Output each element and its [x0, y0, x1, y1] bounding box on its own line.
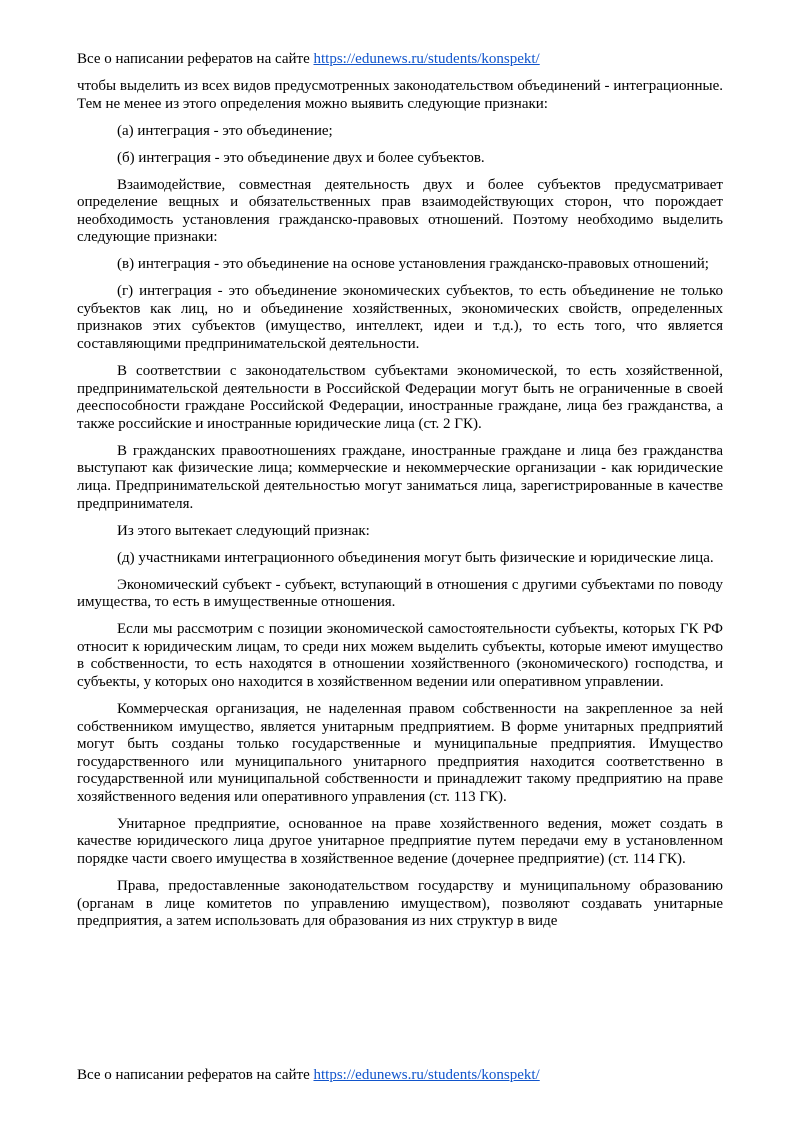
- paragraph: Коммерческая организация, не наделенная правом собственности на закрепленное за ней собственником имущество, является унитарным предприятием. В форме унитарных предприятий могут быть созданы только государственные и муниципальные предприятия. Имущество государственного или муниципального унитарного предприятия находится соответственно в государственной или муниципальной собственности и принадлежит такому предприятию на праве хозяйственного ведения или оперативного управления (ст. 113 ГК).: [77, 700, 723, 805]
- paragraph: (в) интеграция - это объединение на основе установления гражданско-правовых отношений;: [117, 256, 709, 273]
- footer-link[interactable]: https://edunews.ru/students/konspekt/: [313, 1067, 540, 1083]
- paragraph: (г) интеграция - это объединение экономических субъектов, то есть объединение не только субъектов как лиц, но и объединение хозяйственных, экономических свойств, определенных признаков этих субъектов (имущество, интеллект, идеи и т.д.), то есть того, что является составляющими предпринимательской деятельности.: [77, 283, 723, 353]
- paragraph: В соответствии с законодательством субъектами экономической, то есть хозяйственной, предпринимательской деятельности в Российской Федерации могут быть не ограниченные в своей дееспособности граждане Российской Федерации, иностранные граждане, лица без гражданства, а также российские и иностранные юридические лица (ст. 2 ГК).: [77, 363, 723, 432]
- paragraph: Унитарное предприятие, основанное на праве хозяйственного ведения, может создать в качестве юридического лица другое унитарное предприятие путем передачи ему в установленном порядке части своего имущества в хозяйственное ведение (дочернее предприятие) (ст. 114 ГК).: [77, 815, 723, 868]
- paragraph: Экономический субъект - субъект, вступающий в отношения с другими субъектами по поводу имущества, то есть в имущественные отношения.: [77, 576, 723, 611]
- header-link[interactable]: https://edunews.ru/students/konspekt/: [313, 51, 540, 67]
- paragraph: Если мы рассмотрим с позиции экономической самостоятельности субъекты, которых ГК РФ относит к юридическим лицам, то среди них можем выделить субъекты, которые имеют имущество в собственности, то есть находятся в отношении хозяйственного (экономического) господства, и субъекты, у которых оно находится в хозяйственном ведении или оперативном управлении.: [77, 621, 723, 690]
- header-text: Все о написании рефератов на сайте: [77, 51, 314, 67]
- paragraph: В гражданских правоотношениях граждане, иностранные граждане и лица без гражданства выступают как физические лица; коммерческие и некоммерческие организации - как юридические лица. Предпринимательской деятельностью могут заниматься лица, зарегистрированные в качестве предпринимателя.: [77, 442, 723, 512]
- document-body: [77, 78, 723, 940]
- page-header: [77, 50, 540, 68]
- paragraph: (б) интеграция - это объединение двух и более субъектов.: [117, 149, 485, 166]
- paragraph: Из этого вытекает следующий признак:: [117, 522, 370, 539]
- page-footer: [77, 1066, 540, 1084]
- paragraph: Права, предоставленные законодательством государству и муниципальному образованию (органам в лице комитетов по управлению имуществом), позволяют создавать унитарные предприятия, а затем использовать для образования из них структур в виде: [77, 878, 723, 930]
- paragraph: Взаимодействие, совместная деятельность двух и более субъектов предусматривает определение вещных и обязательственных прав взаимодействующих сторон, что порождает необходимость установления гражданско-правовых отношений. Поэтому необходимо выделить следующие признаки:: [77, 176, 723, 246]
- paragraph: чтобы выделить из всех видов предусмотренных законодательством объединений - интеграционные. Тем не менее из этого определения можно выявить следующие признаки:: [77, 78, 723, 112]
- footer-text: Все о написании рефератов на сайте: [77, 1067, 314, 1083]
- paragraph: (д) участниками интеграционного объединения могут быть физические и юридические лица.: [117, 549, 714, 566]
- paragraph: (а) интеграция - это объединение;: [117, 122, 333, 139]
